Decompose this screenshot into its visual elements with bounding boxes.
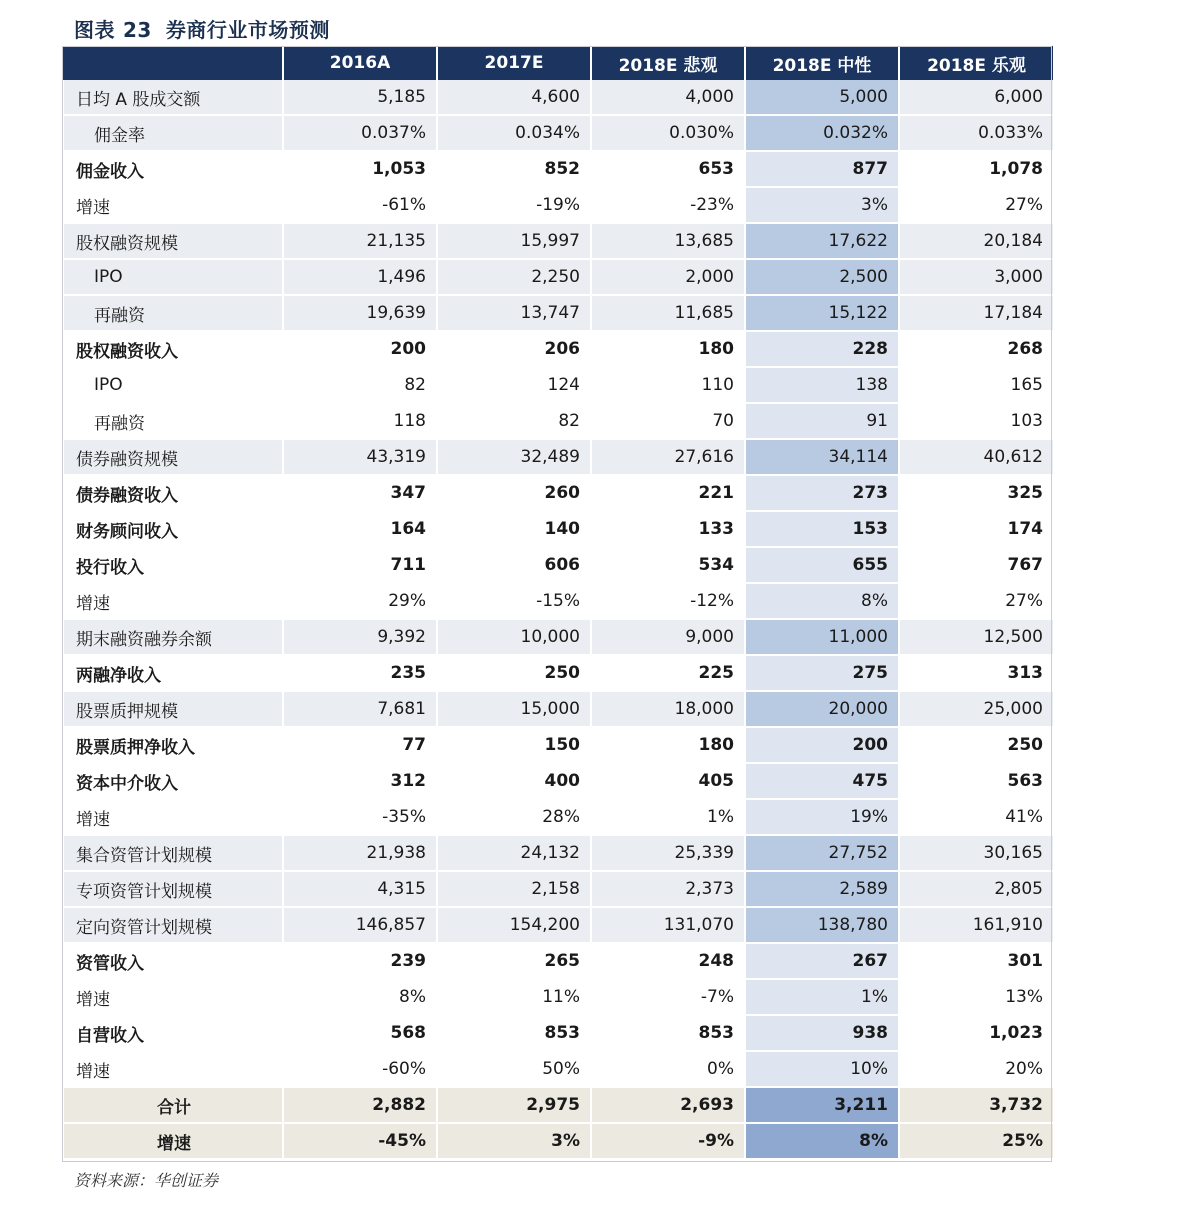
table-row xyxy=(63,727,1053,763)
table-cell: 24,132 xyxy=(437,835,591,871)
row-label: 再融资 xyxy=(63,295,283,331)
table-cell: 877 xyxy=(745,151,899,187)
row-label: 股权融资规模 xyxy=(63,223,283,259)
table-cell: 40,612 xyxy=(899,439,1053,475)
table-cell: 50% xyxy=(437,1051,591,1087)
table-cell: 325 xyxy=(899,475,1053,511)
table-cell: 13,747 xyxy=(437,295,591,331)
table-row xyxy=(63,331,1053,367)
row-label: 债券融资规模 xyxy=(63,439,283,475)
table-row xyxy=(63,1087,1053,1123)
table-cell: 8% xyxy=(745,583,899,619)
table-cell: 82 xyxy=(283,367,437,403)
table-cell: 200 xyxy=(745,727,899,763)
table-cell: 11% xyxy=(437,979,591,1015)
table-cell: 1,023 xyxy=(899,1015,1053,1051)
table-cell: 13,685 xyxy=(591,223,745,259)
table-cell: 6,000 xyxy=(899,80,1053,115)
table-row xyxy=(63,1051,1053,1087)
table-row xyxy=(63,907,1053,943)
table-cell: 1,078 xyxy=(899,151,1053,187)
row-label: 增速 xyxy=(63,583,283,619)
table-cell: 2,805 xyxy=(899,871,1053,907)
table-cell: 2,373 xyxy=(591,871,745,907)
table-cell: 221 xyxy=(591,475,745,511)
table-cell: 767 xyxy=(899,547,1053,583)
row-label: 佣金收入 xyxy=(63,151,283,187)
row-label: IPO xyxy=(63,367,283,403)
table-cell: 2,589 xyxy=(745,871,899,907)
table-row xyxy=(63,223,1053,259)
table-cell: 0.034% xyxy=(437,115,591,151)
row-label: 期末融资融券余额 xyxy=(63,619,283,655)
table-cell: 20,000 xyxy=(745,691,899,727)
table-cell: 3% xyxy=(437,1123,591,1158)
table-cell: 273 xyxy=(745,475,899,511)
table-cell: 161,910 xyxy=(899,907,1053,943)
table-cell: 27% xyxy=(899,583,1053,619)
table-cell: 10% xyxy=(745,1051,899,1087)
table-cell: 27% xyxy=(899,187,1053,223)
table-row xyxy=(63,943,1053,979)
table-cell: 174 xyxy=(899,511,1053,547)
row-label: 资本中介收入 xyxy=(63,763,283,799)
table-row xyxy=(63,475,1053,511)
table-cell: 7,681 xyxy=(283,691,437,727)
table-cell: 140 xyxy=(437,511,591,547)
table-cell: 19% xyxy=(745,799,899,835)
row-label: 自营收入 xyxy=(63,1015,283,1051)
table-cell: 82 xyxy=(437,403,591,439)
table-cell: 1,053 xyxy=(283,151,437,187)
table-cell: 154,200 xyxy=(437,907,591,943)
table-cell: 150 xyxy=(437,727,591,763)
table-cell: 653 xyxy=(591,151,745,187)
table-row xyxy=(63,151,1053,187)
row-label: 财务顾问收入 xyxy=(63,511,283,547)
row-label: 增速 xyxy=(63,1123,283,1158)
row-label: 增速 xyxy=(63,1051,283,1087)
table-row xyxy=(63,511,1053,547)
table-cell: 475 xyxy=(745,763,899,799)
table-cell: 250 xyxy=(899,727,1053,763)
row-label: 股票质押净收入 xyxy=(63,727,283,763)
row-label: 增速 xyxy=(63,799,283,835)
row-label: 专项资管计划规模 xyxy=(63,871,283,907)
table-cell: 239 xyxy=(283,943,437,979)
table-cell: 21,135 xyxy=(283,223,437,259)
table-row xyxy=(63,691,1053,727)
table-cell: 12,500 xyxy=(899,619,1053,655)
table-cell: 11,685 xyxy=(591,295,745,331)
table-cell: 2,250 xyxy=(437,259,591,295)
row-label: IPO xyxy=(63,259,283,295)
table-cell: 405 xyxy=(591,763,745,799)
table-cell: 2,882 xyxy=(283,1087,437,1123)
table-cell: 70 xyxy=(591,403,745,439)
source-note: 资料来源：华创证券 xyxy=(74,1171,219,1190)
table-cell: -45% xyxy=(283,1123,437,1158)
row-label: 增速 xyxy=(63,979,283,1015)
table-cell: 41% xyxy=(899,799,1053,835)
table-cell: 852 xyxy=(437,151,591,187)
table-cell: 17,184 xyxy=(899,295,1053,331)
table-cell: 312 xyxy=(283,763,437,799)
table-cell: 534 xyxy=(591,547,745,583)
table-cell: 228 xyxy=(745,331,899,367)
figure-title-prefix: 图表 xyxy=(74,18,115,42)
table-cell: 29% xyxy=(283,583,437,619)
table-row xyxy=(63,259,1053,295)
header-cell-label xyxy=(63,46,283,80)
row-label: 股权融资收入 xyxy=(63,331,283,367)
table-row xyxy=(63,1015,1053,1051)
forecast-table xyxy=(62,46,1053,1158)
table-row xyxy=(63,367,1053,403)
table-row xyxy=(63,979,1053,1015)
table-cell: 4,000 xyxy=(591,80,745,115)
figure-title-text: 券商行业市场预测 xyxy=(165,18,330,42)
table-cell: 8% xyxy=(745,1123,899,1158)
table-cell: 153 xyxy=(745,511,899,547)
table-cell: 27,616 xyxy=(591,439,745,475)
table-cell: 131,070 xyxy=(591,907,745,943)
table-cell: 4,315 xyxy=(283,871,437,907)
table-cell: 250 xyxy=(437,655,591,691)
table-row xyxy=(63,403,1053,439)
table-row xyxy=(63,115,1053,151)
table-cell: -9% xyxy=(591,1123,745,1158)
table-cell: 164 xyxy=(283,511,437,547)
table-cell: -7% xyxy=(591,979,745,1015)
row-label: 定向资管计划规模 xyxy=(63,907,283,943)
table-cell: -19% xyxy=(437,187,591,223)
table-row xyxy=(63,439,1053,475)
table-cell: 20% xyxy=(899,1051,1053,1087)
table-cell: 15,997 xyxy=(437,223,591,259)
table-cell: 938 xyxy=(745,1015,899,1051)
header-cell-2017e: 2017E xyxy=(437,46,591,80)
table-cell: 25,000 xyxy=(899,691,1053,727)
table-cell: 18,000 xyxy=(591,691,745,727)
table-cell: 13% xyxy=(899,979,1053,1015)
table-cell: 711 xyxy=(283,547,437,583)
table-cell: 28% xyxy=(437,799,591,835)
table-cell: 20,184 xyxy=(899,223,1053,259)
header-cell-2018e-pessimistic: 2018E 悲观 xyxy=(591,46,745,80)
table-row xyxy=(63,655,1053,691)
table-row xyxy=(63,799,1053,835)
table-cell: 34,114 xyxy=(745,439,899,475)
header-cell-2016a: 2016A xyxy=(283,46,437,80)
table-cell: 133 xyxy=(591,511,745,547)
table-cell: 568 xyxy=(283,1015,437,1051)
table-cell: 0.033% xyxy=(899,115,1053,151)
header-cell-2018e-optimistic: 2018E 乐观 xyxy=(899,46,1053,80)
table-cell: -60% xyxy=(283,1051,437,1087)
table-cell: 110 xyxy=(591,367,745,403)
table-cell: 180 xyxy=(591,727,745,763)
table-cell: 268 xyxy=(899,331,1053,367)
table-cell: 1% xyxy=(745,979,899,1015)
table-cell: 10,000 xyxy=(437,619,591,655)
header-row xyxy=(63,46,1053,80)
row-label: 资管收入 xyxy=(63,943,283,979)
table-cell: 103 xyxy=(899,403,1053,439)
table-row xyxy=(63,547,1053,583)
figure-number: 23 xyxy=(123,18,152,42)
table-cell: 206 xyxy=(437,331,591,367)
table-cell: 347 xyxy=(283,475,437,511)
row-label: 集合资管计划规模 xyxy=(63,835,283,871)
table-row xyxy=(63,80,1053,115)
table-cell: 267 xyxy=(745,943,899,979)
table-cell: 77 xyxy=(283,727,437,763)
row-label: 增速 xyxy=(63,187,283,223)
table-cell: 27,752 xyxy=(745,835,899,871)
table-cell: 3% xyxy=(745,187,899,223)
row-label: 股票质押规模 xyxy=(63,691,283,727)
table-cell: 200 xyxy=(283,331,437,367)
row-label: 投行收入 xyxy=(63,547,283,583)
table-cell: 43,319 xyxy=(283,439,437,475)
table-row xyxy=(63,187,1053,223)
table-cell: 248 xyxy=(591,943,745,979)
table-row xyxy=(63,763,1053,799)
table-cell: 17,622 xyxy=(745,223,899,259)
table-cell: 2,693 xyxy=(591,1087,745,1123)
table-cell: 2,975 xyxy=(437,1087,591,1123)
table-cell: 5,185 xyxy=(283,80,437,115)
table-cell: 275 xyxy=(745,655,899,691)
table-cell: 563 xyxy=(899,763,1053,799)
row-label: 再融资 xyxy=(63,403,283,439)
table-cell: 606 xyxy=(437,547,591,583)
row-label: 日均 A 股成交额 xyxy=(63,80,283,115)
table-cell: 2,158 xyxy=(437,871,591,907)
table-cell: 19,639 xyxy=(283,295,437,331)
table-cell: 853 xyxy=(591,1015,745,1051)
table-row xyxy=(63,871,1053,907)
table-cell: 91 xyxy=(745,403,899,439)
table-cell: 0% xyxy=(591,1051,745,1087)
table-row xyxy=(63,1123,1053,1158)
table-cell: -23% xyxy=(591,187,745,223)
table-cell: 25,339 xyxy=(591,835,745,871)
table-cell: 9,000 xyxy=(591,619,745,655)
table-cell: 2,500 xyxy=(745,259,899,295)
table-cell: 1% xyxy=(591,799,745,835)
table-cell: 3,732 xyxy=(899,1087,1053,1123)
table-row xyxy=(63,583,1053,619)
table-cell: 9,392 xyxy=(283,619,437,655)
table-cell: 235 xyxy=(283,655,437,691)
table-cell: 260 xyxy=(437,475,591,511)
table-row xyxy=(63,835,1053,871)
table-cell: 146,857 xyxy=(283,907,437,943)
table-cell: 0.030% xyxy=(591,115,745,151)
table-cell: 5,000 xyxy=(745,80,899,115)
row-label: 债券融资收入 xyxy=(63,475,283,511)
table-cell: 11,000 xyxy=(745,619,899,655)
figure-title xyxy=(74,14,330,43)
table-cell: 1,496 xyxy=(283,259,437,295)
table-cell: 0.032% xyxy=(745,115,899,151)
table-cell: 8% xyxy=(283,979,437,1015)
table-cell: 4,600 xyxy=(437,80,591,115)
table-cell: 265 xyxy=(437,943,591,979)
table-cell: 655 xyxy=(745,547,899,583)
table-row xyxy=(63,619,1053,655)
table-cell: 313 xyxy=(899,655,1053,691)
table-cell: 853 xyxy=(437,1015,591,1051)
table-cell: 3,211 xyxy=(745,1087,899,1123)
table-cell: 30,165 xyxy=(899,835,1053,871)
table-cell: 25% xyxy=(899,1123,1053,1158)
table-cell: 21,938 xyxy=(283,835,437,871)
row-label: 合计 xyxy=(63,1087,283,1123)
table-cell: 138 xyxy=(745,367,899,403)
header-cell-2018e-neutral: 2018E 中性 xyxy=(745,46,899,80)
row-label: 佣金率 xyxy=(63,115,283,151)
table-cell: 124 xyxy=(437,367,591,403)
table-cell: 3,000 xyxy=(899,259,1053,295)
table-cell: 118 xyxy=(283,403,437,439)
table-cell: 0.037% xyxy=(283,115,437,151)
table-cell: -15% xyxy=(437,583,591,619)
table-cell: -12% xyxy=(591,583,745,619)
table-cell: 165 xyxy=(899,367,1053,403)
table-cell: 138,780 xyxy=(745,907,899,943)
table-cell: 400 xyxy=(437,763,591,799)
table-cell: 15,000 xyxy=(437,691,591,727)
table-cell: 32,489 xyxy=(437,439,591,475)
table-row xyxy=(63,295,1053,331)
table-cell: 301 xyxy=(899,943,1053,979)
table-cell: 15,122 xyxy=(745,295,899,331)
table-cell: 180 xyxy=(591,331,745,367)
table-cell: -61% xyxy=(283,187,437,223)
table-cell: 2,000 xyxy=(591,259,745,295)
table-cell: 225 xyxy=(591,655,745,691)
table-cell: -35% xyxy=(283,799,437,835)
table-body xyxy=(63,80,1053,1158)
row-label: 两融净收入 xyxy=(63,655,283,691)
